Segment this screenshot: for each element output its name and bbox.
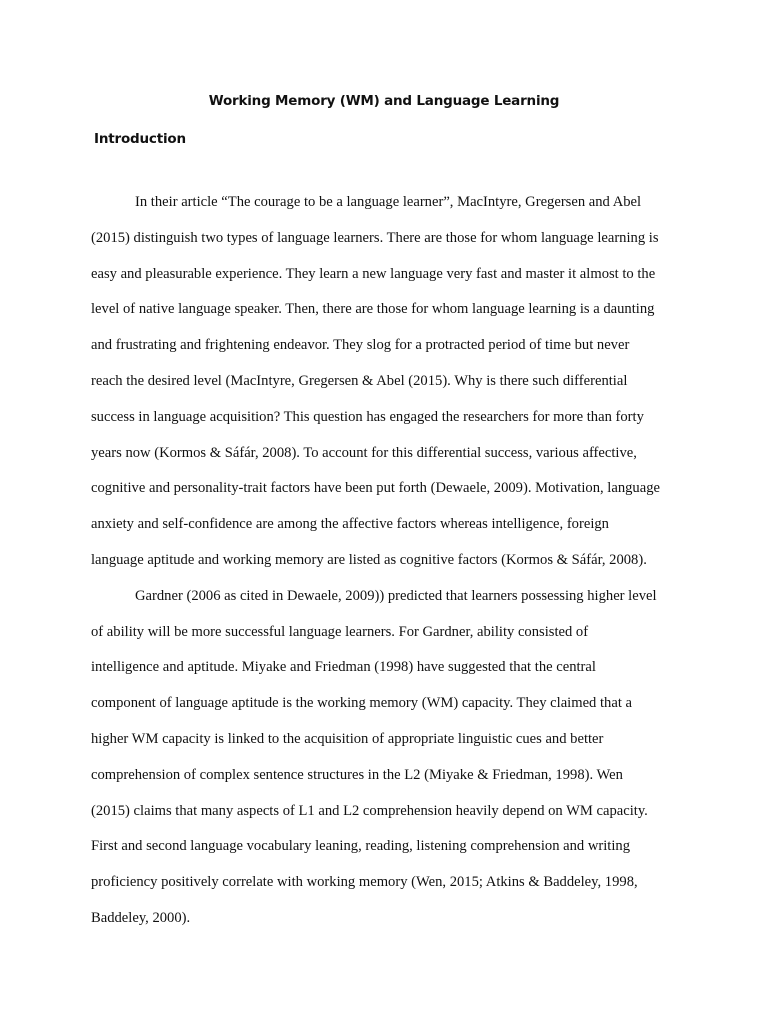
text-line: In their article “The courage to be a language learner”, MacIntyre, Gregersen and Abel xyxy=(135,194,642,210)
text-line: intelligence and aptitude. Miyake and Friedman (1998) have suggested that the central xyxy=(91,659,596,676)
text-line: component of language aptitude is the working memory (WM) capacity. They claimed that a xyxy=(91,695,633,712)
text-line: easy and pleasurable experience. They learn a new language very fast and master it almost to the xyxy=(91,265,656,282)
text-line: success in language acquisition? This question has engaged the researchers for more than forty xyxy=(91,408,644,425)
text-line: (2015) distinguish two types of language learners. There are those for whom language learning is xyxy=(91,229,659,246)
text-line: cognitive and personality-trait factors have been put forth (Dewaele, 2009). Motivation, language xyxy=(91,480,660,497)
text-line: (2015) claims that many aspects of L1 and L2 comprehension heavily depend on WM capacity. xyxy=(91,802,648,819)
text-line: anxiety and self-confidence are among the affective factors whereas intelligence, foreign xyxy=(91,516,609,533)
body-text xyxy=(91,185,679,937)
text-line: higher WM capacity is linked to the acquisition of appropriate linguistic cues and better xyxy=(91,730,604,747)
text-line: years now (Kormos & Sáfár, 2008). To account for this differential success, various affective, xyxy=(91,444,637,461)
text-line: Gardner (2006 as cited in Dewaele, 2009)) predicted that learners possessing higher level xyxy=(135,587,657,604)
text-line: First and second language vocabulary leaning, reading, listening comprehension and writing xyxy=(91,838,631,855)
text-line: proficiency positively correlate with working memory (Wen, 2015; Atkins & Baddeley, 1998, xyxy=(91,874,638,891)
text-line: reach the desired level (MacIntyre, Gregersen & Abel (2015). Why is there such differential xyxy=(91,372,628,389)
text-line: comprehension of complex sentence structures in the L2 (Miyake & Friedman, 1998). Wen xyxy=(91,766,623,783)
text-line: and frustrating and frightening endeavor. They slog for a protracted period of time but never xyxy=(91,337,630,354)
document-title: Working Memory (WM) and Language Learning xyxy=(208,93,560,109)
section-heading-introduction: Introduction xyxy=(94,131,186,147)
text-line: of ability will be more successful language learners. For Gardner, ability consisted of xyxy=(91,623,589,640)
text-line: level of native language speaker. Then, there are those for whom language learning is a daunting xyxy=(91,301,655,318)
text-line: language aptitude and working memory are listed as cognitive factors (Kormos & Sáfár, 2008). xyxy=(91,551,647,568)
text-line: Baddeley, 2000). xyxy=(91,909,191,926)
